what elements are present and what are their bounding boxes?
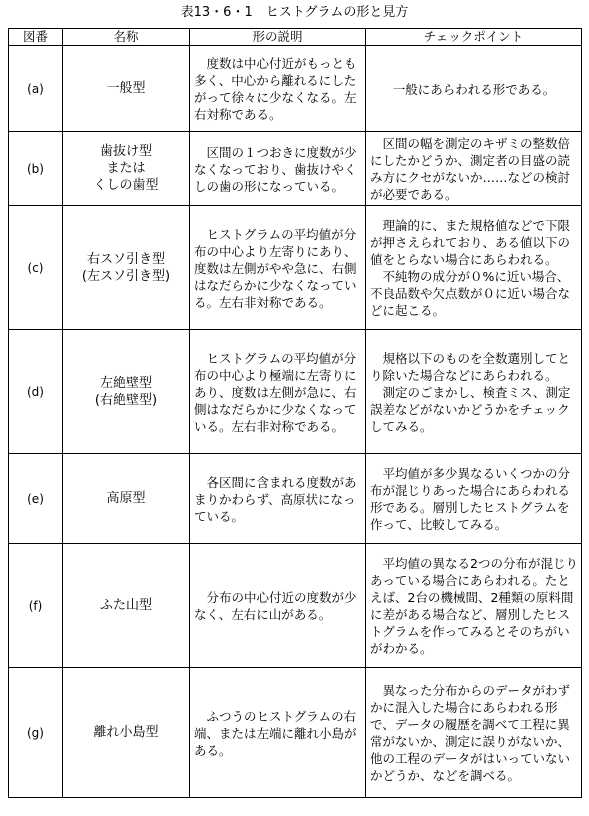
figure-no: (e) <box>9 454 63 544</box>
table-title: 表13・6・1 ヒストグラムの形と見方 <box>180 5 409 20</box>
shape-name <box>63 668 190 798</box>
checkpoint <box>366 454 582 544</box>
shape-description <box>190 206 366 330</box>
checkpoint-text: 規格以下のものを全数選別してとり除いた場合などにあらわれる。 <box>370 350 571 383</box>
header-name: 名称 <box>63 29 190 46</box>
checkpoint-text: 平均値の異なる2つの分布が混じりあっている場合にあらわれる。たとえば、2台の機械間、2種類の原料間に差がある場合など、層別したヒストグラムを作ってみるとそのちがいがわかる。 <box>370 556 578 656</box>
header-checkpoint: チェックポイント <box>366 29 582 46</box>
figure-no: (d) <box>9 330 63 454</box>
description-text: ヒストグラムの平均値が分布の中心より左寄りにあり、度数は左側がやや急に、右側はなだらかに少なくなっている。左右非対称である。 <box>194 226 357 310</box>
shape-name-line: 高原型 <box>106 491 146 506</box>
shape-name <box>63 330 190 454</box>
checkpoint-text: 測定のごまかし、検査ミス、測定誤差などがないかどうかをチェックしてみる。 <box>370 384 571 434</box>
shape-description <box>190 454 366 544</box>
checkpoint <box>366 668 582 798</box>
description-text: 度数は中心付近がもっとも多く、中心から離れるにしたがって徐々に少なくなる。左右対称である。 <box>194 56 357 122</box>
shape-name-line: くしの歯型 <box>93 178 159 193</box>
shape-name-line: (右絶壁型) <box>94 392 158 408</box>
table-row <box>9 544 582 668</box>
table-row <box>9 668 582 798</box>
checkpoint-text: 一般にあらわれる形である。 <box>392 81 556 97</box>
shape-name-line: 一般型 <box>106 81 146 96</box>
checkpoint <box>366 132 582 206</box>
figure-no: (c) <box>9 206 63 330</box>
figure-no: (a) <box>9 46 63 132</box>
description-text: ヒストグラムの平均値が分布の中心より極端に左寄りにあり、度数は左側が急に、右側はなだらかに少なくなっている。左右非対称である。 <box>194 350 357 434</box>
checkpoint <box>366 206 582 330</box>
checkpoint <box>366 330 582 454</box>
shape-name-line: 右スソ引き型 <box>86 251 165 267</box>
checkpoint <box>366 544 582 668</box>
shape-name <box>63 46 190 132</box>
table-row <box>9 206 582 330</box>
description-text: 分布の中心付近の度数が少なく、左右に山がある。 <box>194 590 357 622</box>
figure-no: (g) <box>9 668 63 798</box>
checkpoint-text: 平均値が多少異なるいくつかの分布が混じりあった場合にあらわれる形である。層別したヒストグラムを作って、比較してみる。 <box>370 466 571 532</box>
header-row <box>9 29 582 46</box>
description-text: 各区間に含まれる度数があまりかわらず、高原状になっている。 <box>194 474 357 524</box>
figure-no: (b) <box>9 132 63 206</box>
shape-name-line: ふた山型 <box>99 598 152 613</box>
shape-description <box>190 46 366 132</box>
shape-name-line: (左スソ引き型) <box>81 268 171 284</box>
description-text: ふつうのヒストグラムの右端、または左端に離れ小島がある。 <box>194 708 357 758</box>
checkpoint-text: 不純物の成分が０%に近い場合、不良品数や欠点数が０に近い場合などに起こる。 <box>370 269 571 318</box>
table-row <box>9 330 582 454</box>
checkpoint <box>366 46 582 132</box>
shape-description <box>190 668 366 798</box>
table-row <box>9 46 582 132</box>
table-row <box>9 132 582 206</box>
shape-name <box>63 206 190 330</box>
shape-name <box>63 544 190 668</box>
header-description: 形の説明 <box>190 29 366 46</box>
shape-name-line: 歯抜け型 <box>99 144 152 159</box>
figure-no: (f) <box>9 544 63 668</box>
description-text: 区間の１つおきに度数が少なくなっており、歯抜けやくしの歯の形になっている。 <box>194 144 357 194</box>
shape-name-line: 左絶壁型 <box>99 375 152 391</box>
shape-name-line: 離れ小島型 <box>93 725 159 740</box>
histogram-table <box>8 28 582 798</box>
checkpoint-text: 異なった分布からのデータがわずかに混入した場合にあらわれる形で、データの履歴を調べて工程に異常がないか、測定に誤りがないか、他の工程のデータがはいっていないかどうか、などを調べる。 <box>370 683 571 783</box>
shape-description <box>190 330 366 454</box>
shape-name <box>63 132 190 206</box>
header-figure-no: 図番 <box>9 29 63 46</box>
checkpoint-text: 区間の幅を測定のキザミの整数倍にしたかどうか、測定者の目盛の読み方にクセがないか……などの検討が必要である。 <box>370 136 571 202</box>
shape-name <box>63 454 190 544</box>
shape-description <box>190 132 366 206</box>
shape-description <box>190 544 366 668</box>
checkpoint-text: 理論的に、また規格値などで下限が押さえられており、ある値以下の値をとらない場合にあらわれる。 <box>370 218 571 267</box>
shape-name-line: または <box>106 161 146 176</box>
table-row <box>9 454 582 544</box>
